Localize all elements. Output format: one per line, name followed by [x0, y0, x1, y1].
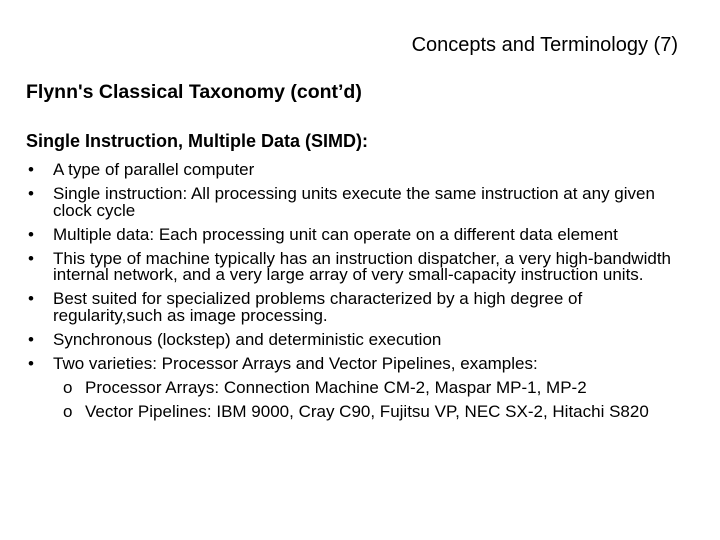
bullet-item — [0, 223, 693, 247]
sub-bullet-item — [53, 376, 693, 400]
bullet-item — [0, 247, 693, 288]
section-title: Flynn's Classical Taxonomy (cont’d) — [26, 81, 362, 103]
bullet-text: Synchronous (lockstep) and deterministic execution — [53, 329, 442, 349]
bullet-text: Best suited for specialized problems characterized by a high degree of regularity,such as image processing. — [53, 289, 583, 325]
sub-bullet-marker: o — [63, 401, 73, 421]
bullet-marker: • — [28, 329, 34, 349]
bullet-marker: • — [28, 353, 34, 373]
bullet-marker: • — [28, 289, 34, 308]
sub-bullet-marker: o — [63, 377, 73, 397]
slide-title: Concepts and Terminology (7) — [411, 34, 678, 56]
sub-bullet-text: Processor Arrays: Connection Machine CM-2, Maspar MP-1, MP-2 — [85, 377, 587, 397]
sub-bullet-text: Vector Pipelines: IBM 9000, Cray C90, Fujitsu VP, NEC SX-2, Hitachi S820 — [85, 401, 649, 421]
bullet-text: Single instruction: All processing units execute the same instruction at any given clock cycle — [53, 184, 655, 220]
bullet-text: A type of parallel computer — [53, 160, 255, 179]
sub-bullet-list — [53, 376, 693, 424]
bullet-marker: • — [28, 184, 34, 203]
bullet-item — [0, 182, 693, 223]
bullet-list — [0, 158, 720, 424]
bullet-item — [0, 328, 693, 352]
bullet-marker: • — [28, 248, 34, 268]
bullet-item — [0, 158, 693, 182]
bullet-item — [0, 352, 693, 424]
sub-bullet-item — [53, 400, 693, 424]
bullet-text: Two varieties: Processor Arrays and Vector Pipelines, examples: — [53, 353, 538, 373]
bullet-marker: • — [28, 160, 34, 179]
bullet-marker: • — [28, 224, 34, 244]
subheading: Single Instruction, Multiple Data (SIMD): — [26, 131, 368, 151]
bullet-text: Multiple data: Each processing unit can operate on a different data element — [53, 224, 618, 244]
bullet-text: This type of machine typically has an instruction dispatcher, a very high-bandwidth internal network, and a very large array of very small-capacity instruction units. — [53, 248, 671, 284]
bullet-item — [0, 287, 693, 328]
